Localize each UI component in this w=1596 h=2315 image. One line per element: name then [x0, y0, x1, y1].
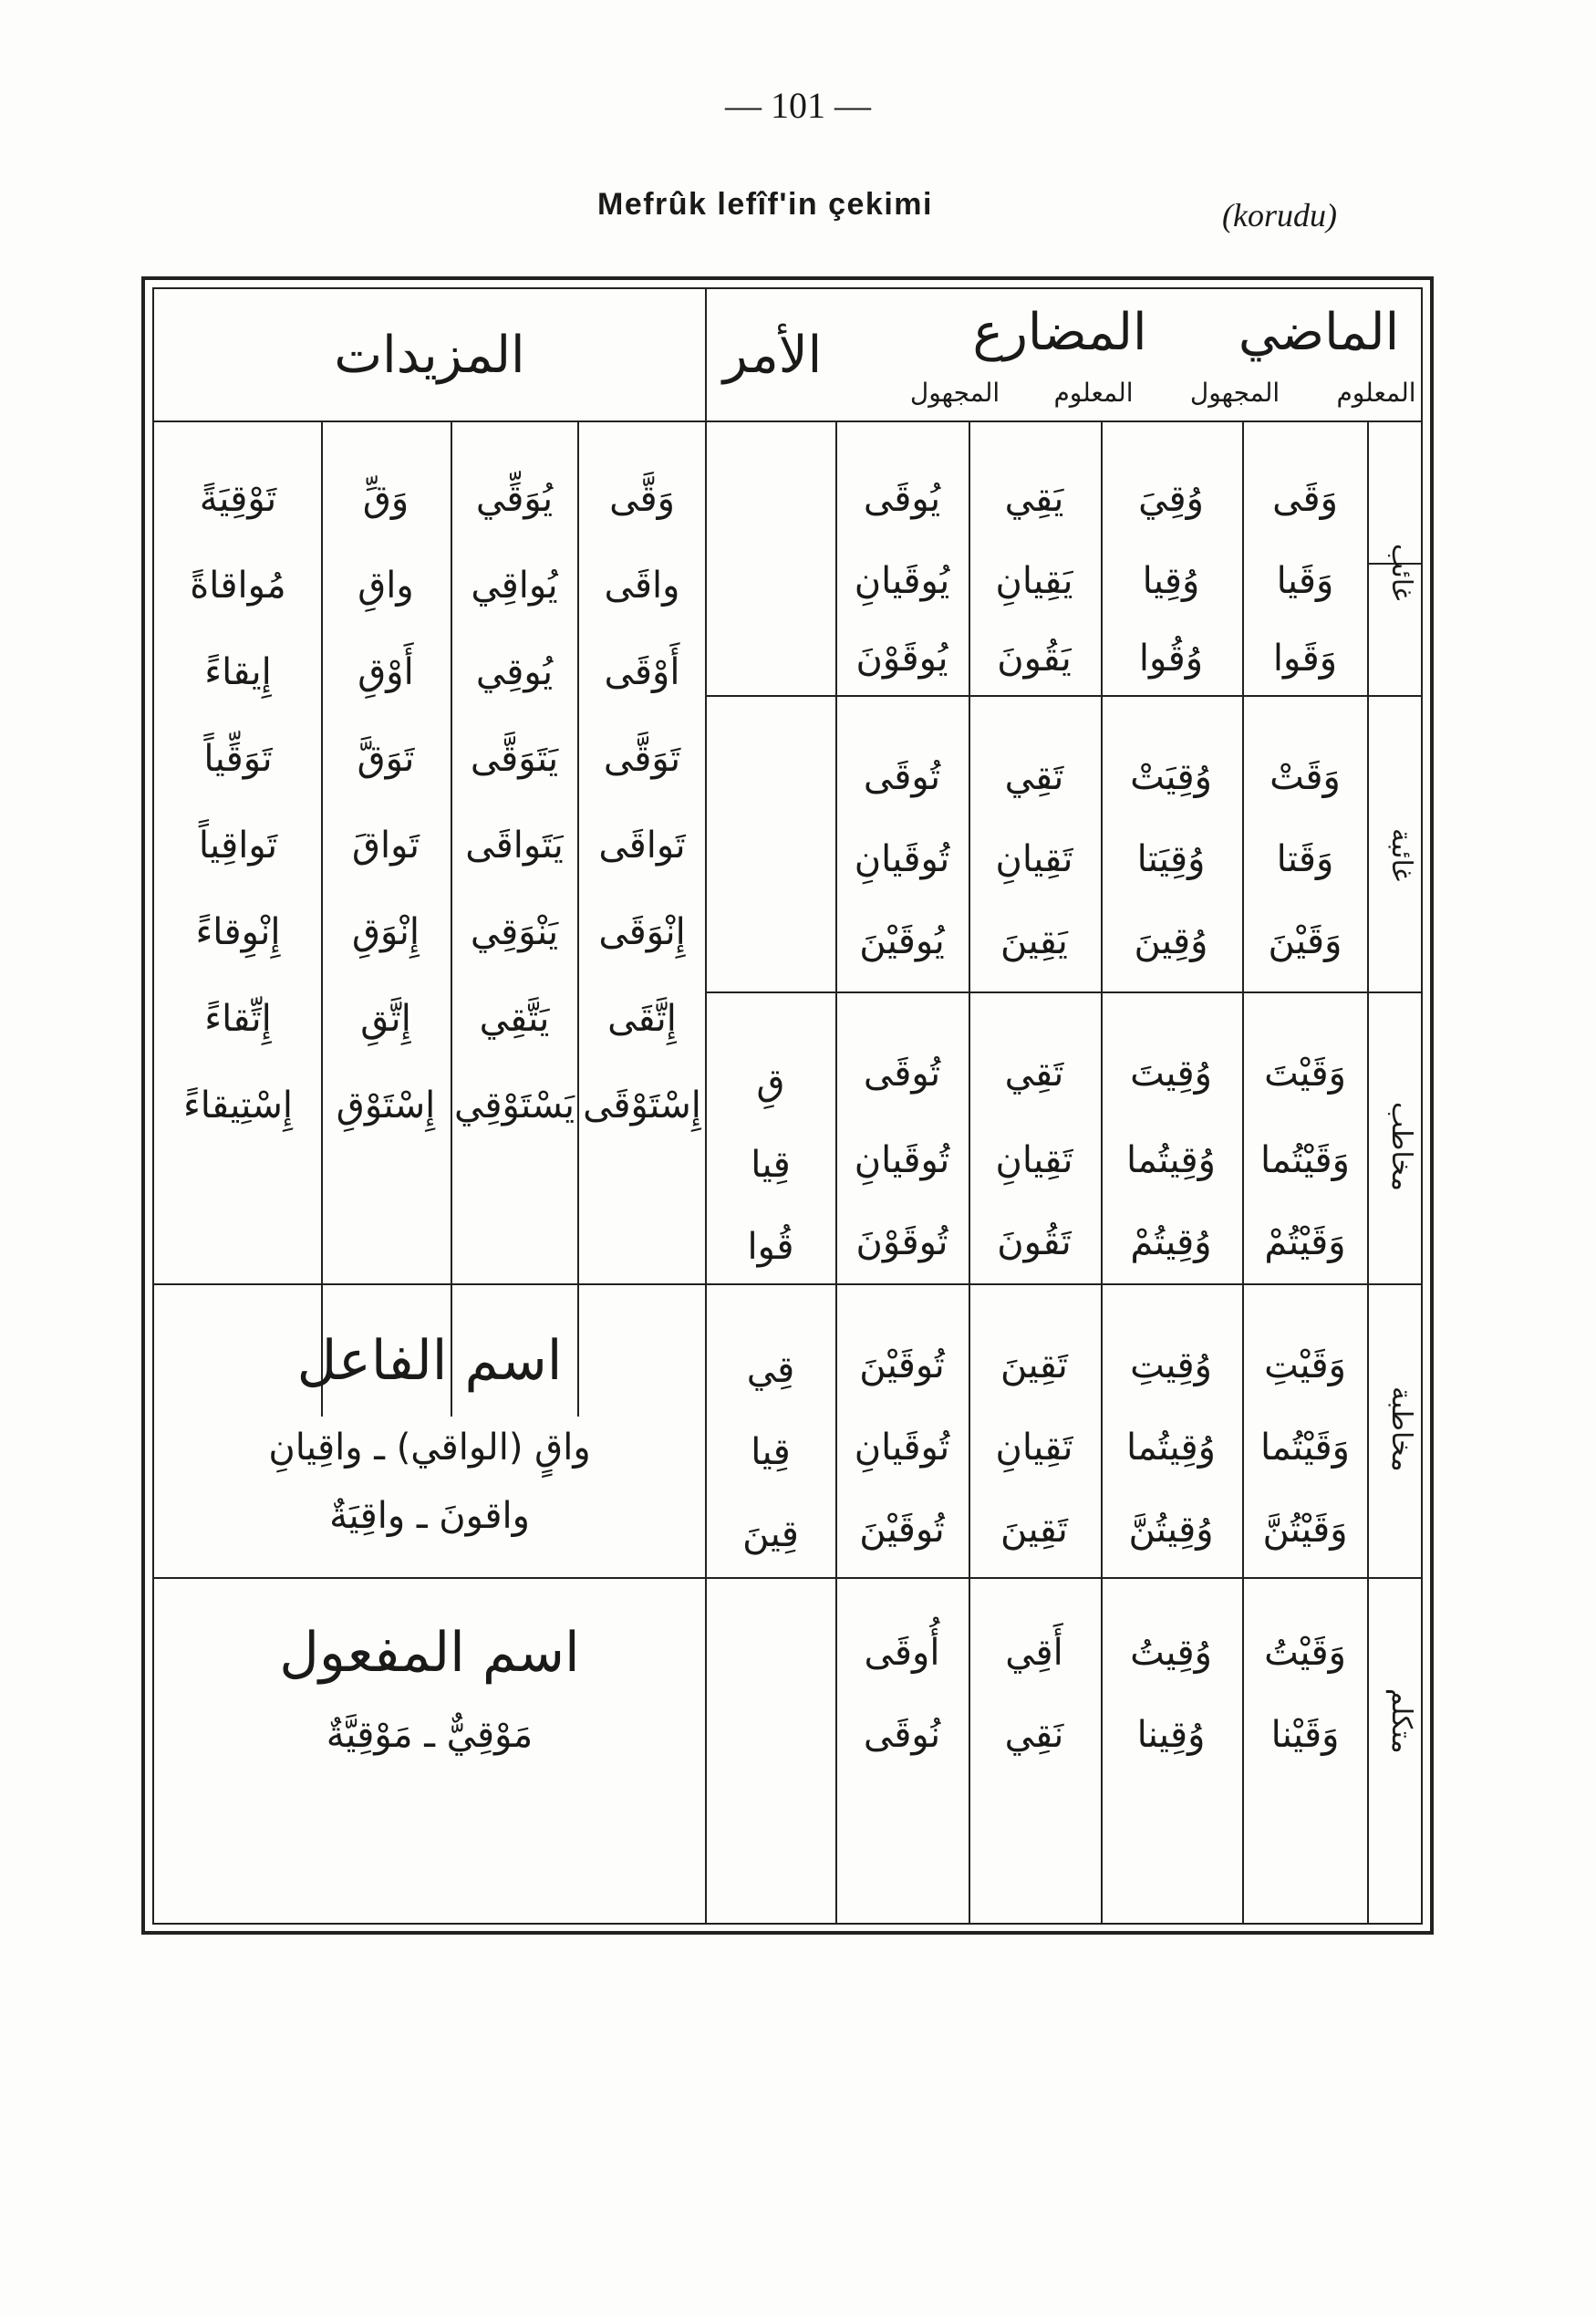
- divider-group-1: [705, 695, 1423, 697]
- cell: تُوقَى: [863, 1053, 941, 1095]
- cell: وَقَيْتُمْ: [1264, 1221, 1346, 1263]
- mazidat-cell: يَسْتَوْقِي: [453, 1085, 575, 1126]
- divider-mazidat-1: [321, 420, 323, 1417]
- cell: يَقِيانِ: [995, 560, 1073, 602]
- mazidat-cell: وَقِّ: [362, 478, 409, 520]
- cell: وُقِيَتا: [1136, 838, 1206, 880]
- divider-col-muzari-malum: [1101, 420, 1103, 1925]
- cell: يَقِينَ: [1000, 920, 1068, 962]
- cell: أَقِي: [1005, 1632, 1063, 1674]
- cell: نُوقَى: [863, 1714, 941, 1756]
- mazidat-cell: تَوَقَّ: [357, 738, 415, 780]
- cell: تُوقَوْنَ: [855, 1221, 948, 1263]
- cell: وَقَيْنا: [1270, 1714, 1340, 1756]
- side-label-mutekellim: متكلم: [1385, 1688, 1417, 1754]
- cell: وَقَيْتُما: [1260, 1139, 1350, 1181]
- header-muzari-mechul: المجهول: [909, 378, 1000, 408]
- cell-emr: قِي: [746, 1349, 795, 1391]
- mazidat-cell: إِتَّقَى: [607, 998, 677, 1040]
- cell: تَقِيانِ: [995, 1427, 1073, 1469]
- divider-group-3: [154, 1283, 1423, 1285]
- mazidat-cell: أَوْقَى: [604, 651, 680, 693]
- divider-col-mazi-mechul: [1242, 420, 1244, 1925]
- cell: وُقُوا: [1138, 638, 1204, 680]
- cell: تَقِينَ: [1000, 1344, 1068, 1386]
- mazidat-cell: إِنْوَقَى: [598, 911, 686, 953]
- page-subtitle: (korudu): [1222, 197, 1337, 234]
- cell: تُوقَيْنَ: [859, 1509, 945, 1551]
- cell: يُوقَى: [863, 478, 941, 520]
- mazidat-cell: تَوْقِيَةً: [199, 478, 277, 520]
- mazidat-cell: إِسْتَوْقَى: [583, 1085, 701, 1126]
- header-mazi-mechul: المجهول: [1189, 378, 1280, 408]
- cell: يُوقَوْنَ: [855, 638, 948, 680]
- divider-mazidat-2: [451, 420, 452, 1417]
- mazidat-cell: يَتَواقَى: [465, 825, 564, 867]
- cell: تُوقَيانِ: [854, 1139, 950, 1181]
- ism-fail-title: اسم الفاعل: [296, 1329, 563, 1393]
- conjugation-table: [152, 287, 1423, 1925]
- side-label-gaibe: غائبة: [1385, 827, 1417, 882]
- mazidat-cell: واقَى: [604, 565, 680, 607]
- cell: وَقَيْنَ: [1268, 920, 1342, 962]
- cell: وَقَيْتُما: [1260, 1427, 1350, 1469]
- divider-group-4: [154, 1577, 1423, 1579]
- header-mazi: الماضي: [1238, 303, 1400, 362]
- cell: وَقَى: [1272, 478, 1338, 520]
- cell: وَقَتْ: [1270, 756, 1341, 798]
- cell: وُقِيتُما: [1126, 1139, 1216, 1181]
- divider-header: [154, 420, 1423, 422]
- ism-meful-title: اسم المفعول: [279, 1621, 580, 1685]
- mazidat-cell: يَتَّقِي: [479, 998, 550, 1040]
- cell: وُقِيتِ: [1130, 1344, 1212, 1386]
- divider-col-muzari-mechul: [969, 420, 970, 1925]
- mazidat-cell: وَقَّى: [609, 478, 675, 520]
- cell: وُقِينَ: [1134, 920, 1208, 962]
- cell: وَقَيا: [1276, 560, 1334, 602]
- cell: وُقِيَتْ: [1130, 756, 1212, 798]
- cell: وَقَوا: [1272, 638, 1338, 680]
- mazidat-cell: إِسْتَوْقِ: [336, 1085, 436, 1126]
- divider-col-mazi-malum: [1367, 420, 1369, 1925]
- cell-emr: قِينَ: [742, 1513, 799, 1555]
- cell: تَقِينَ: [1000, 1509, 1068, 1551]
- mazidat-cell: يَنْوَقِي: [470, 911, 559, 953]
- cell: نَقِي: [1004, 1714, 1064, 1756]
- header-muzari: المضارع: [972, 303, 1147, 362]
- divider-mazidat-3: [577, 420, 579, 1417]
- mazidat-cell: أَوْقِ: [358, 651, 414, 693]
- mazidat-cell: تَوَقِّياً: [203, 738, 273, 780]
- cell: تَقِيانِ: [995, 838, 1073, 880]
- cell-emr: قِ: [756, 1062, 785, 1104]
- cell: يَقِي: [1004, 478, 1064, 520]
- page-number: — 101 —: [725, 85, 871, 126]
- cell: تُوقَيْنَ: [859, 1344, 945, 1386]
- cell: وُقِيتُما: [1126, 1427, 1216, 1469]
- cell: تُوقَيانِ: [854, 838, 950, 880]
- cell: وَقَيْتَ: [1264, 1053, 1346, 1095]
- mazidat-cell: إِيقاءً: [204, 651, 272, 693]
- mazidat-cell: مُواقاةً: [190, 565, 286, 607]
- cell: يُوقَيانِ: [854, 560, 950, 602]
- side-label-muhatabe: مخاطبة: [1385, 1386, 1417, 1472]
- mazidat-cell: يُواقِي: [471, 565, 558, 607]
- mazidat-cell: إِنْوِقاءً: [195, 911, 281, 953]
- header-mazi-malum: المعلوم: [1336, 378, 1416, 408]
- divider-col-emr: [835, 420, 837, 1925]
- cell: وَقَتا: [1276, 838, 1334, 880]
- cell: تَقِي: [1004, 756, 1064, 798]
- cell: تُوقَيانِ: [854, 1427, 950, 1469]
- mazidat-cell: تَوَقَّى: [603, 738, 681, 780]
- cell-emr: قِيا: [751, 1431, 791, 1473]
- mazidat-cell: يَتَوَقَّى: [470, 738, 559, 780]
- cell: وُقِينا: [1136, 1714, 1206, 1756]
- cell: وُقِيا: [1142, 560, 1200, 602]
- cell: يُوقَيْنَ: [859, 920, 945, 962]
- cell: وَقَيْتِ: [1264, 1344, 1346, 1386]
- mazidat-cell: تَواقَ: [352, 825, 420, 867]
- side-label-muhatab: مخاطب: [1385, 1102, 1417, 1191]
- cell: وُقِيتَ: [1130, 1053, 1212, 1095]
- cell-emr: قِيا: [751, 1144, 791, 1186]
- mazidat-cell: يُوَقِّي: [475, 478, 554, 520]
- mazidat-cell: إِتَّقِ: [360, 998, 411, 1040]
- divider-main: [705, 289, 707, 1925]
- cell: تُوقَى: [863, 756, 941, 798]
- mazidat-cell: تَواقِياً: [198, 825, 278, 867]
- mazidat-cell: إِنْوَقِ: [352, 911, 420, 953]
- mazidat-cell: يُوقِي: [475, 651, 554, 693]
- mazidat-cell: إِسْتِيقاءً: [183, 1085, 293, 1126]
- cell: وُقِيَ: [1138, 478, 1204, 520]
- cell-emr: قُوا: [747, 1226, 794, 1268]
- mazidat-cell: واقِ: [358, 565, 414, 607]
- mazidat-cell: تَواقَى: [598, 825, 686, 867]
- header-muzari-malum: المعلوم: [1053, 378, 1134, 408]
- header-mazidat: المزيدات: [334, 326, 525, 385]
- page-title: Mefrûk lefîf'in çekimi: [597, 187, 933, 222]
- cell: تَقِيانِ: [995, 1139, 1073, 1181]
- divider-group-2: [705, 991, 1423, 993]
- side-label-gaib: غائب: [1385, 543, 1417, 601]
- header-emr: الأمر: [722, 326, 823, 385]
- ism-fail-line2: واقونَ ـ واقِيَةٌ: [329, 1495, 530, 1537]
- mazidat-cell: إِتِّقاءً: [204, 998, 272, 1040]
- cell: يَقُونَ: [997, 638, 1072, 680]
- ism-fail-line1: واقٍ (الواقي) ـ واقِيانِ: [268, 1427, 591, 1469]
- cell: وُقِيتُ: [1130, 1632, 1212, 1674]
- cell: وُقِيتُنَّ: [1128, 1509, 1214, 1551]
- ism-meful-line1: مَوْقِيٌّ ـ مَوْقِيَّةٌ: [326, 1714, 534, 1756]
- cell: تَقُونَ: [997, 1221, 1072, 1263]
- cell: أُوقَى: [864, 1632, 940, 1674]
- cell: وَقَيْتُنَّ: [1262, 1509, 1348, 1551]
- cell: تَقِي: [1004, 1053, 1064, 1095]
- cell: وَقَيْتُ: [1264, 1632, 1346, 1674]
- cell: وُقِيتُمْ: [1130, 1221, 1212, 1263]
